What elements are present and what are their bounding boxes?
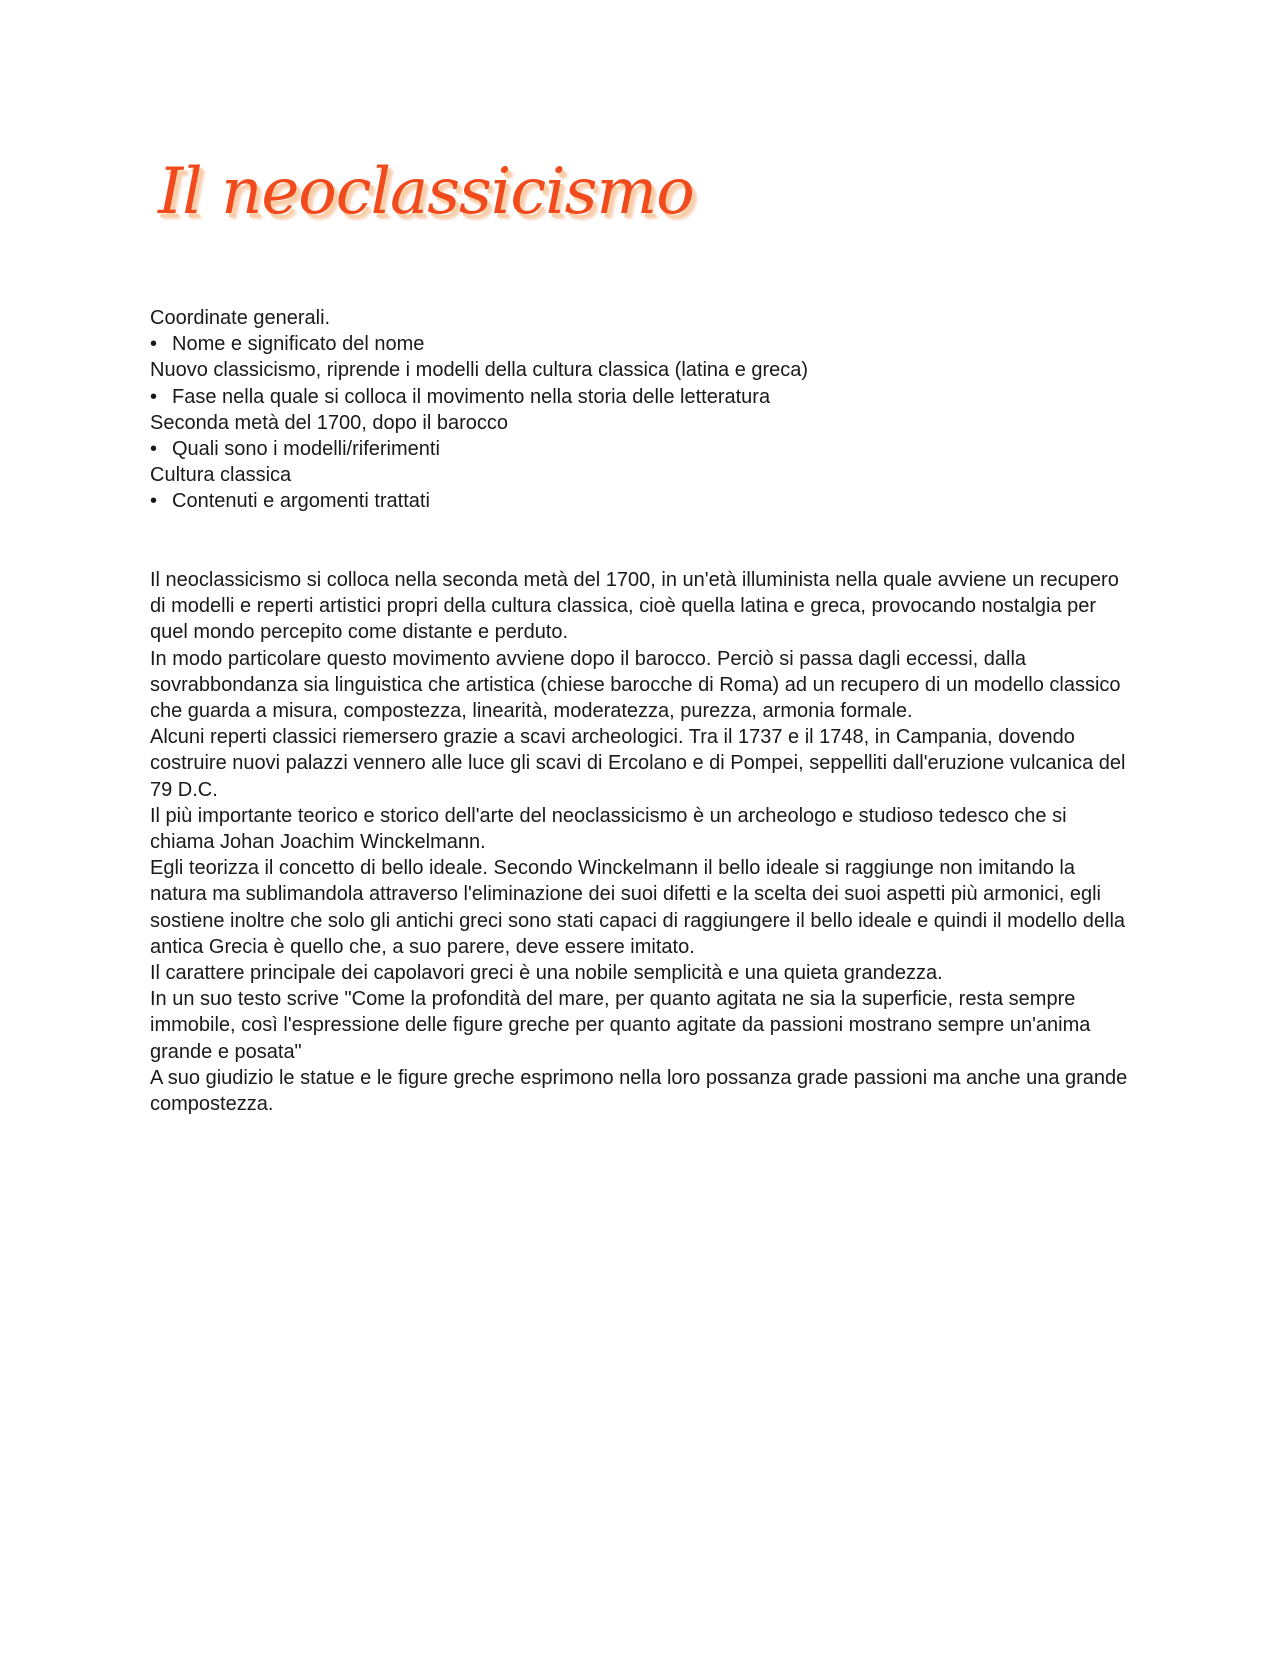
essay-paragraph: Il più importante teorico e storico dell'arte del neoclassicismo è un archeologo e studioso tedesco che si chiama Johan Joachim Winckelmann.	[150, 804, 1067, 854]
essay-paragraph: Egli teorizza il concetto di bello ideale. Secondo Winckelmann il bello ideale si raggiunge non imitando la natura ma sublimandola attraverso l'eliminazione dei suoi difetti e la scelta dei suoi aspetti più armonici, egli sostiene inoltre che solo gli antichi greci sono stati capaci di raggiungere il bello ideale e quindi il modello della antica Grecia è quello che, a suo parere, deve essere imitato.	[150, 857, 1126, 958]
outline-heading: Coordinate generali.	[150, 307, 331, 329]
outline-answer: Nuovo classicismo, riprende i modelli della cultura classica (latina e greca)	[150, 359, 809, 382]
bullet-glyph: •	[150, 385, 158, 408]
essay-section	[150, 567, 1130, 1117]
outline-answer: Seconda metà del 1700, dopo il barocco	[150, 411, 509, 434]
essay-paragraph: Alcuni reperti classici riemersero grazie a scavi archeologici. Tra il 1737 e il 1748, in Campania, dovendo costruire nuovi palazzi vennero alle luce gli scavi di Ercolano e di Pompei, seppelliti dall'eruzione vulcanica del 79 D.C.	[150, 726, 1126, 801]
essay-paragraph: In un suo testo scrive "Come la profondità del mare, per quanto agitata ne sia la superficie, resta sempre immobile, così l'espressione delle figure greche per quanto agitate da passioni mostrano sempre un'anima grande e posata"	[150, 988, 1091, 1063]
bullet-text: Fase nella quale si colloca il movimento nella storia delle letteratura	[172, 385, 771, 408]
outline-bullet-item	[150, 331, 1130, 357]
bullet-glyph: •	[150, 333, 158, 356]
page-title: Il neoclassicismo	[158, 155, 694, 229]
essay-paragraph: Il neoclassicismo si colloca nella seconda metà del 1700, in un'età illuminista nella quale avviene un recupero di modelli e reperti artistici propri della cultura classica, cioè quella latina e greca, provocando nostalgia per quel mondo percepito come distante e perduto.	[150, 569, 1119, 644]
outline-bullet-item	[150, 488, 1130, 514]
bullet-text: Quali sono i modelli/riferimenti	[172, 438, 440, 461]
essay-paragraph: In modo particolare questo movimento avviene dopo il barocco. Perciò si passa dagli eccessi, dalla sovrabbondanza sia linguistica che artistica (chiese barocche di Roma) ad un recupero di un modello classico che guarda a misura, compostezza, linearità, moderatezza, purezza, armonia formale.	[150, 647, 1121, 723]
outline-bullet-item	[150, 384, 1130, 410]
bullet-glyph: •	[150, 490, 158, 513]
outline-bullet-item	[150, 436, 1130, 462]
bullet-glyph: •	[150, 438, 158, 461]
outline-section	[150, 305, 1130, 515]
outline-answer: Cultura classica	[150, 464, 292, 487]
bullet-text: Nome e significato del nome	[172, 333, 425, 356]
essay-paragraph: Il carattere principale dei capolavori greci è una nobile semplicità e una quieta grandezza.	[150, 962, 943, 985]
bullet-text: Contenuti e argomenti trattati	[172, 490, 430, 513]
essay-paragraph: A suo giudizio le statue e le figure greche esprimono nella loro possanza grade passioni ma anche una grande compostezza.	[150, 1066, 1128, 1116]
